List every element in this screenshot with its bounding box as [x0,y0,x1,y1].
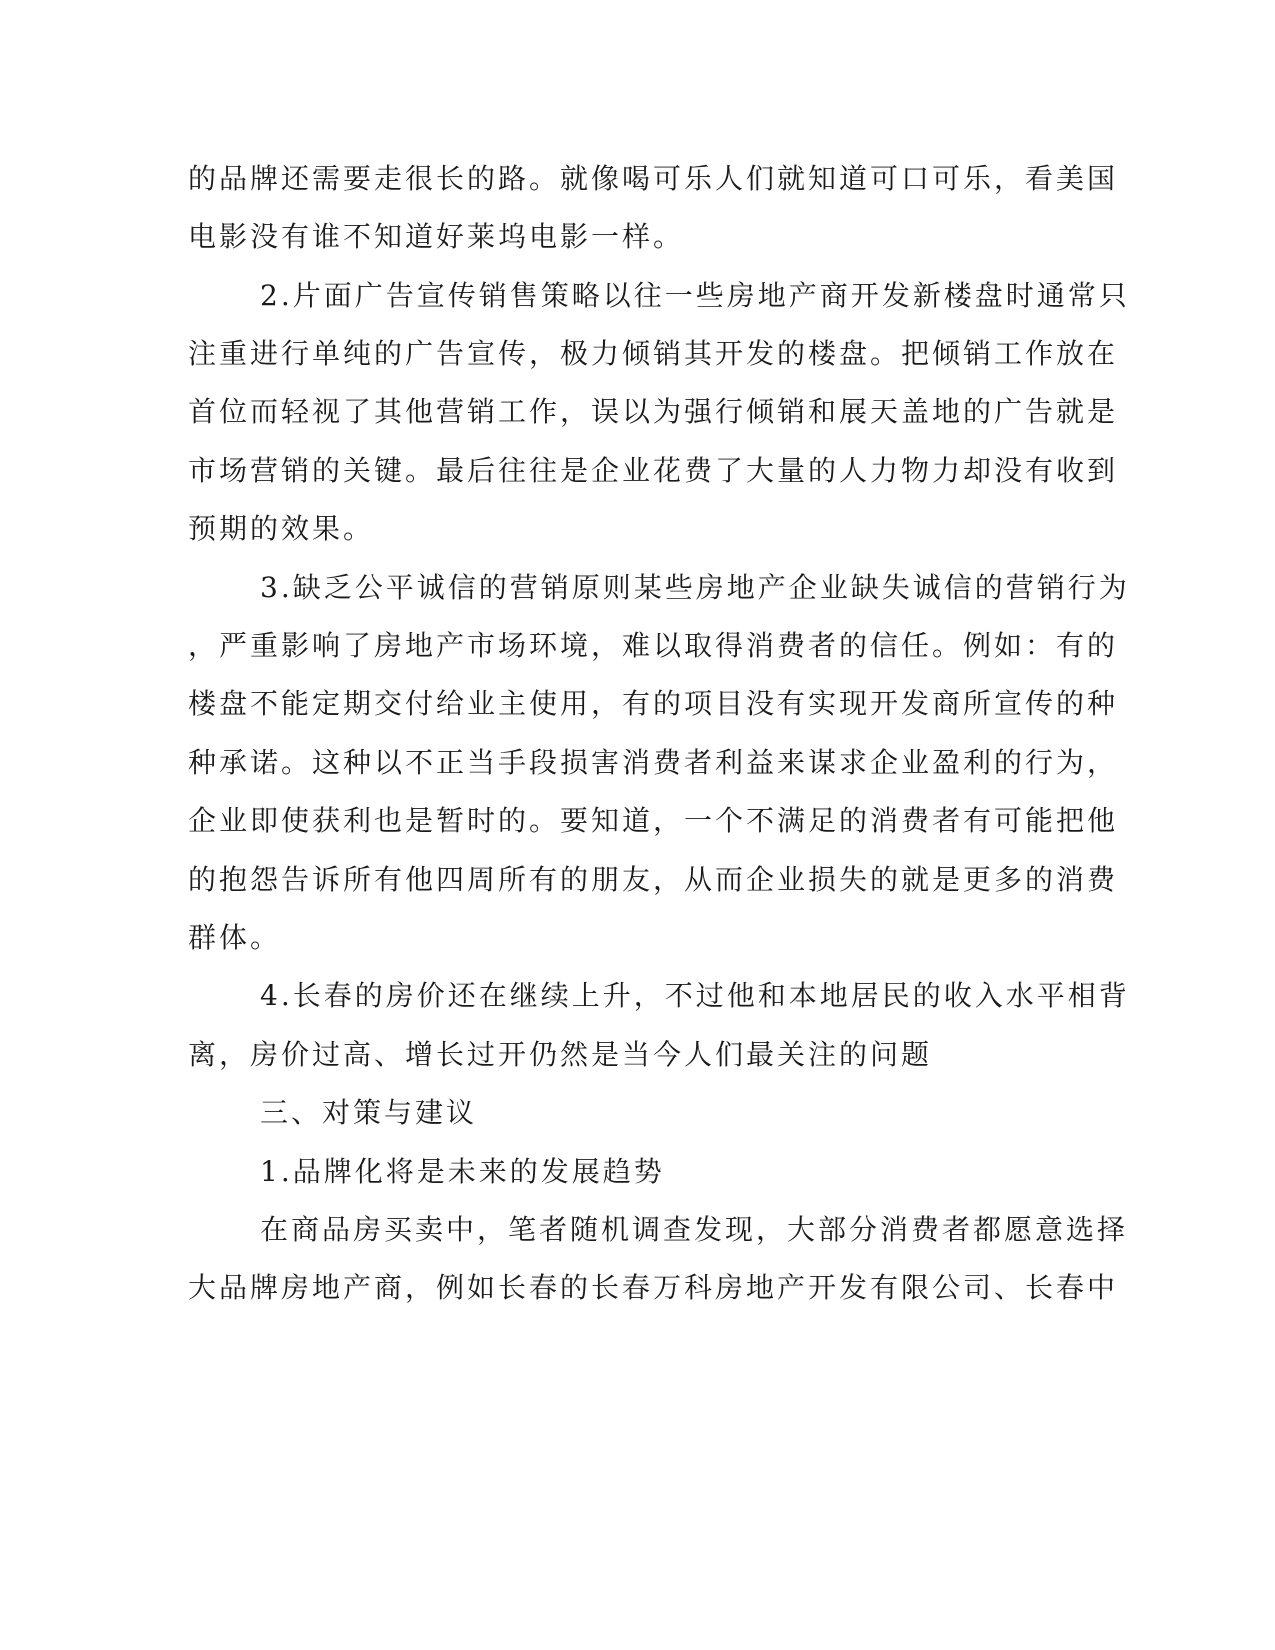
text-line: 群体。 [188,921,282,954]
text-line: 注重进行单纯的广告宣传，极力倾销其开发的楼盘。把倾销工作放在 [188,337,1119,370]
text-line: 首位而轻视了其他营销工作，误以为强行倾销和展天盖地的广告就是 [188,395,1119,428]
text-line: 的抱怨告诉所有他四周所有的朋友，从而企业损失的就是更多的消费 [188,863,1119,896]
text-line: 4.长春的房价还在继续上升，不过他和本地居民的收入水平相背 [260,979,1130,1012]
text-line: 离，房价过高、增长过开仍然是当今人们最关注的问题 [188,1038,933,1071]
text-line: 大品牌房地产商，例如长春的长春万科房地产开发有限公司、长春中 [188,1271,1119,1304]
text-line: 2.片面广告宣传销售策略以往一些房地产商开发新楼盘时通常只 [260,279,1130,312]
text-line: 企业即使获利也是暂时的。要知道，一个不满足的消费者有可能把他 [188,804,1119,837]
text-line: 电影没有谁不知道好莱坞电影一样。 [188,220,685,253]
text-line: 市场营销的关键。最后往往是企业花费了大量的人力物力却没有收到 [188,454,1119,487]
text-line: 楼盘不能定期交付给业主使用，有的项目没有实现开发商所宣传的种 [188,687,1119,720]
section-heading: 三、对策与建议 [260,1096,478,1129]
subsection-heading: 1.品牌化将是未来的发展趋势 [260,1155,665,1188]
text-line: 种承诺。这种以不正当手段损害消费者利益来谋求企业盈利的行为， [188,746,1119,779]
text-line: ，严重影响了房地产市场环境，难以取得消费者的信任。例如：有的 [188,629,1119,662]
text-line: 的品牌还需要走很长的路。就像喝可乐人们就知道可口可乐，看美国 [188,162,1119,195]
text-line: 在商品房买卖中，笔者随机调查发现，大部分消费者都愿意选择 [260,1213,1129,1246]
text-line: 预期的效果。 [188,512,375,545]
text-line: 3.缺乏公平诚信的营销原则某些房地产企业缺失诚信的营销行为 [260,571,1130,604]
